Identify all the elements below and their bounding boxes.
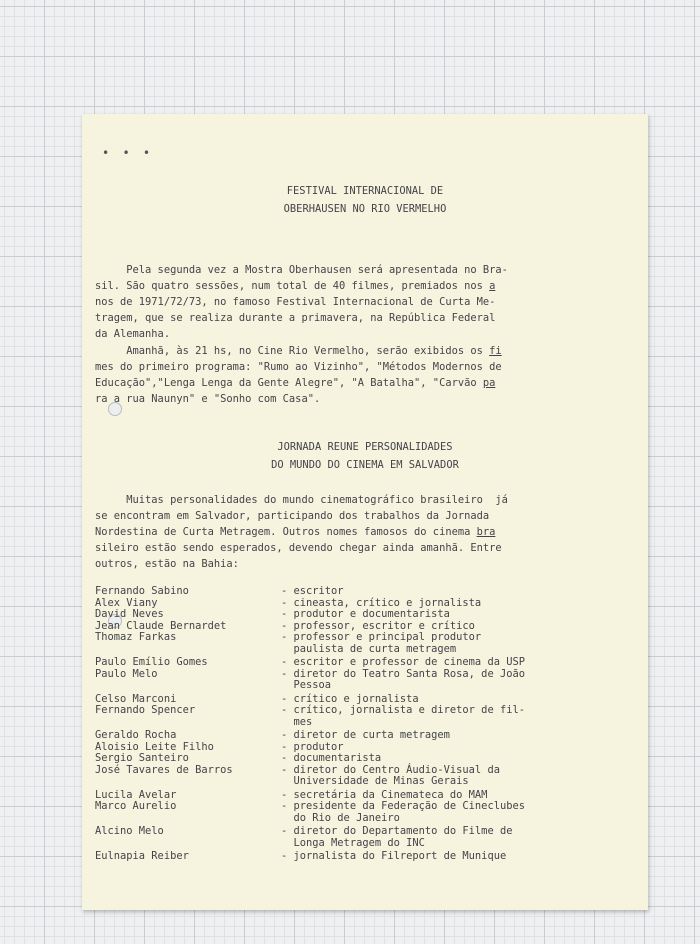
person-role: - escritor e professor de cinema da USP	[281, 656, 525, 668]
person-row	[95, 730, 635, 742]
person-role: - produtor e documentarista	[281, 608, 450, 620]
person-row	[95, 765, 635, 788]
person-name: Thomaz Farkas	[95, 631, 177, 643]
person-name: Geraldo Rocha	[95, 729, 177, 741]
person-row	[95, 657, 635, 669]
paragraph-festival: Pela segunda vez a Mostra Oberhausen será apresentada no Bra- sil. São quatro sessões, num total de 40 filmes, premiados nos a nos de 1971/72/73, no famoso Festival Internacional de Curta Me- tragem, que se realiza durante a primavera, na República Federal da Alemanha.	[95, 264, 508, 340]
heading-festival-line2: OBERHAUSEN NO RIO VERMELHO	[283, 203, 447, 215]
person-role: - professor e principal produtor paulista de curta metragem	[281, 631, 482, 655]
person-row	[95, 801, 635, 824]
person-row	[95, 851, 635, 863]
person-row	[95, 826, 635, 849]
paragraph-program: Amanhã, às 21 hs, no Cine Rio Vermelho, serão exibidos os fi mes do primeiro programa: "Rumo ao Vizinho", "Métodos Modernos de Educação","Lenga Lenga da Gente Alegre", "A Batalha", "Carvão pa ra a rua Naunyn" e "Sonho com Casa".	[95, 345, 502, 405]
punch-marks: • • •	[102, 146, 154, 160]
person-role: - documentarista	[281, 752, 382, 764]
person-name: Paulo Emílio Gomes	[95, 656, 208, 668]
heading-jornada-line2: DO MUNDO DO CINEMA EM SALVADOR	[271, 459, 459, 471]
person-name: Jean Claude Bernardet	[95, 619, 227, 632]
person-name: David Neves	[95, 608, 164, 620]
person-name: José Tavares de Barros	[95, 763, 233, 776]
document-page	[82, 114, 648, 910]
person-role: - diretor de curta metragem	[281, 729, 450, 741]
person-name: Fernando Spencer	[95, 704, 196, 716]
person-name: Aloisio Leite Filho	[95, 740, 214, 753]
heading-jornada-line1: JORNADA REUNE PERSONALIDADES	[277, 441, 453, 453]
person-name: Eulnapia Reiber	[95, 850, 189, 862]
person-role: - professor, escritor e crítico	[281, 619, 475, 632]
paragraph-personalities: Muitas personalidades do mundo cinematográfico brasileiro já se encontram em Salvador, participando dos trabalhos da Jornada Nordestina de Curta Metragem. Outros nomes famosos do cinema bra sileiro estão sendo esperados, devendo chegar ainda amanhã. Entre outros, estão na Bahia:	[95, 494, 508, 570]
person-name: Sergio Santeiro	[95, 752, 189, 764]
person-name: Paulo Melo	[95, 667, 158, 680]
person-role: - diretor do Departamento do Filme de Longa Metragem do INC	[281, 825, 513, 849]
person-row	[95, 753, 635, 765]
person-name: Fernando Sabino	[95, 585, 189, 597]
person-role: - cineasta, crítico e jornalista	[281, 596, 482, 609]
person-role: - diretor do Centro Áudio-Visual da Universidade de Minas Gerais	[281, 763, 500, 787]
person-row	[95, 705, 635, 728]
heading-festival-line1: FESTIVAL INTERNACIONAL DE	[286, 185, 444, 197]
person-row	[95, 632, 635, 655]
person-name: Marco Aurelio	[95, 800, 177, 812]
personalities-list	[95, 586, 635, 863]
person-role: - presidente da Federação de Cineclubes do Rio de Janeiro	[281, 800, 525, 824]
person-name: Alex Viany	[95, 596, 158, 609]
person-name: Lucila Avelar	[95, 788, 177, 801]
person-row	[95, 669, 635, 692]
person-role: - crítico, jornalista e diretor de fil- mes	[281, 704, 525, 728]
person-role: - jornalista do Filreport de Munique	[281, 850, 507, 862]
person-role: - diretor do Teatro Santa Rosa, de João Pessoa	[281, 667, 525, 691]
person-role: - secretária da Cinemateca do MAM	[281, 788, 488, 801]
person-role: - produtor	[281, 740, 344, 753]
person-role: - escritor	[281, 585, 344, 597]
person-row	[95, 586, 635, 598]
person-role: - crítico e jornalista	[281, 692, 419, 705]
person-name: Celso Marconi	[95, 692, 177, 705]
person-row	[95, 609, 635, 621]
person-name: Alcino Melo	[95, 825, 164, 837]
